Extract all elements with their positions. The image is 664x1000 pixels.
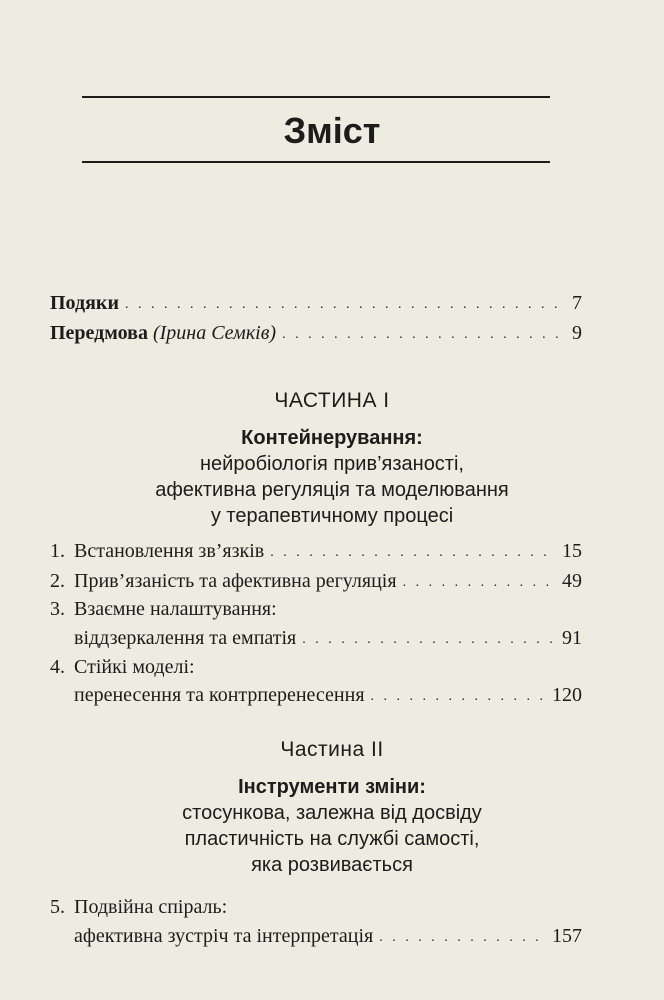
leader-dots	[403, 575, 556, 591]
chapter-title: Прив’язаність та афективна регуляція	[74, 570, 397, 592]
part-title: Контейнерування:	[241, 427, 423, 449]
entry-author: (Ірина Семків)	[152, 322, 277, 344]
part-label: Частина II	[280, 738, 384, 761]
page-title: Зміст	[283, 110, 381, 151]
chapter-title: Взаємне налаштування:	[74, 598, 277, 620]
entry-label: Подяки	[50, 292, 119, 314]
part-subtitle-line: пластичність на службі самості,	[184, 828, 480, 850]
part-title: Інструменти зміни:	[238, 776, 426, 798]
chapter-number: 1.	[50, 540, 65, 562]
part-label: ЧАСТИНА I	[274, 389, 390, 412]
chapter-subtitle: віддзеркалення та емпатія	[74, 627, 297, 649]
chapter-number: 3.	[50, 598, 65, 620]
part-subtitle-line: нейробіологія прив’язаності,	[200, 453, 464, 475]
toc-entry-chapter-1[interactable]	[50, 540, 582, 563]
leader-dots	[371, 689, 546, 705]
part-subtitle-line: у терапевтичному процесі	[210, 505, 454, 527]
toc-entry-chapter-3[interactable]	[74, 627, 582, 650]
toc-entry-chapter-4-title[interactable]	[50, 656, 582, 679]
chapter-subtitle: афективна зустріч та інтерпретація	[74, 925, 374, 947]
leader-dots	[270, 545, 556, 561]
entry-label	[50, 322, 276, 345]
part-subtitle-line: яка розвивається	[251, 854, 413, 876]
toc-entry-chapter-4[interactable]	[74, 684, 582, 707]
page-number: 91	[562, 627, 582, 649]
chapter-title: Встановлення зв’язків	[74, 540, 265, 562]
chapter-title: Стійкі моделі:	[74, 656, 195, 678]
entry-label-text: Передмова	[50, 322, 148, 344]
chapter-number: 2.	[50, 570, 65, 592]
part-subtitle-line: стосункова, залежна від досвіду	[182, 802, 482, 824]
page-number: 49	[562, 570, 582, 592]
leader-dots	[282, 327, 566, 343]
top-rule	[82, 96, 550, 98]
page-number: 7	[572, 292, 582, 314]
bottom-rule	[82, 161, 550, 163]
page-number: 157	[552, 925, 582, 947]
page-number: 9	[572, 322, 582, 344]
toc-entry-chapter-5-title[interactable]	[50, 896, 582, 919]
chapter-number: 5.	[50, 896, 65, 918]
chapter-subtitle: перенесення та контрперенесення	[74, 684, 365, 706]
toc-entry-chapter-5[interactable]	[74, 925, 582, 948]
toc-entry-chapter-2[interactable]	[50, 570, 582, 593]
part-subtitle-line: афективна регуляція та моделювання	[155, 479, 509, 501]
chapter-number: 4.	[50, 656, 65, 678]
page-number: 120	[552, 684, 582, 706]
chapter-title: Подвійна спіраль:	[74, 896, 228, 918]
toc-entry-acknowledgements[interactable]	[50, 292, 582, 315]
toc-entry-foreword[interactable]	[50, 322, 582, 345]
leader-dots	[302, 632, 556, 648]
leader-dots	[125, 297, 566, 313]
page-number: 15	[562, 540, 582, 562]
toc-entry-chapter-3-title[interactable]	[50, 598, 582, 621]
leader-dots	[379, 930, 546, 946]
